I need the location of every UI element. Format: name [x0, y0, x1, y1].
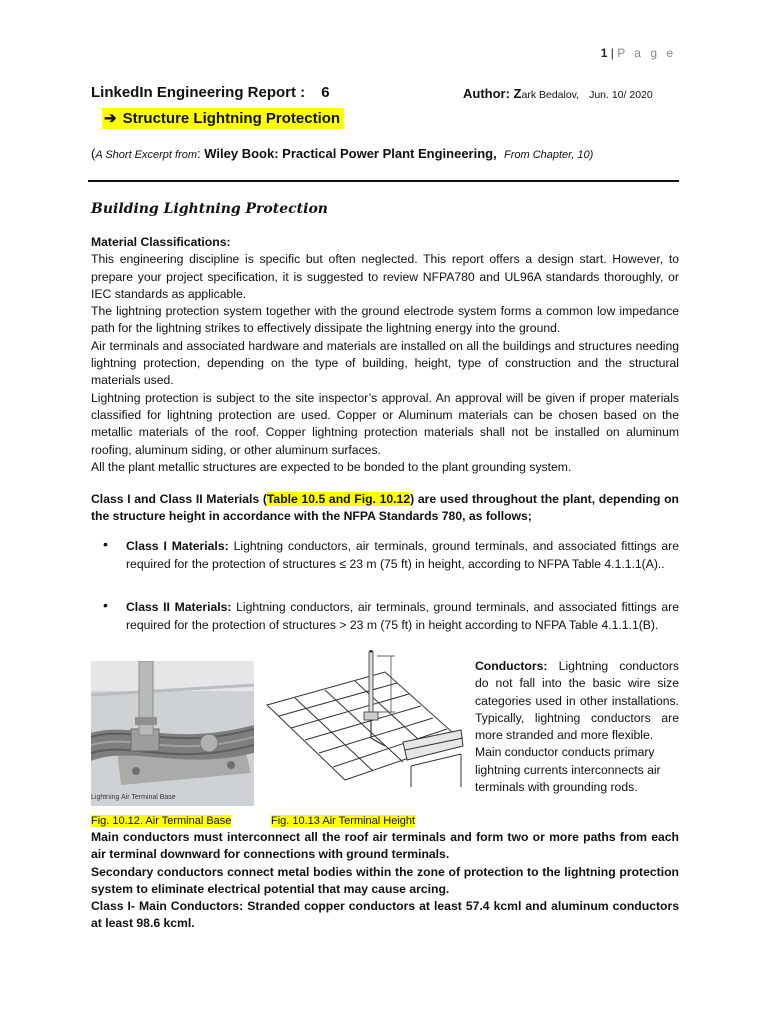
arrow-right-icon: ➔	[104, 110, 117, 127]
excerpt-chapter: From Chapter, 10)	[503, 149, 594, 161]
conductors-block	[475, 658, 679, 796]
class1-main-conductors-label: Class I- Main Conductors:	[91, 899, 244, 914]
section-heading: Building Lightning Protection	[91, 201, 328, 217]
classes-intro	[91, 491, 679, 526]
bottom-paragraph-2: Secondary conductors connect metal bodies within the zone of protection to the lightning protection system to eliminate electrical potential that may cause arcing.	[91, 864, 679, 896]
material-heading: Material Classifications:	[91, 235, 231, 249]
bottom-section	[91, 829, 679, 933]
author-name: ark Bedalov,	[521, 89, 580, 101]
figure-10-12-caption: Fig. 10.12. Air Terminal Base	[91, 815, 232, 827]
image-caption: Lightning Air Terminal Base	[91, 794, 176, 801]
author-line	[463, 86, 653, 101]
material-paragraph-4: Lightning protection is subject to the site inspector’s approval. An approval will be given if proper materials classified for lightning protection are used. Copper or Aluminum materials can be chosen based on the metallic materials of the roof. Copper lightning protection materials shall not be installed on aluminum roofing, aluminum siding, or other aluminum surfaces.	[91, 390, 679, 457]
class1-text: Lightning conductors, air terminals, ground terminals, and associated fittings are required for the protection of structures ≤ 23 m (75 ft) in height, according to NFPA Table 4.1.1.1(A)..	[126, 539, 680, 571]
report-subtitle	[102, 108, 344, 129]
conductors-paragraph	[475, 658, 679, 744]
class2-item	[126, 598, 679, 634]
air-terminal-height-drawing	[265, 650, 465, 787]
page-number	[601, 46, 676, 60]
excerpt-book: Wiley Book: Practical Power Plant Engineering,	[204, 146, 497, 161]
classes-intro-end: ) are used throughout the plant, depending on the structure height in accordance with the NFPA Standards 780, as follows;	[91, 492, 679, 524]
conductors-label: Conductors:	[475, 659, 548, 673]
excerpt-italic: A Short Excerpt from	[95, 149, 198, 161]
material-section	[91, 234, 679, 476]
class1-item	[126, 537, 679, 573]
page-number-value: 1	[600, 46, 608, 60]
header-divider	[88, 180, 679, 182]
air-terminal-base-image	[91, 661, 254, 806]
report-date: Jun. 10/ 2020	[589, 89, 653, 101]
bullet-icon: •	[103, 597, 108, 613]
classes-intro-reference: Table 10.5 and Fig. 10.12	[266, 492, 411, 506]
bullet-icon: •	[103, 536, 108, 552]
class2-label: Class II Materials:	[126, 600, 232, 614]
material-paragraph-5: All the plant metallic structures are expected to be bonded to the plant grounding system.	[91, 459, 572, 474]
author-label: Author: Z	[463, 86, 522, 101]
report-title	[91, 84, 330, 101]
class1-main-conductors-text: Stranded copper conductors at least 57.4 kcml and aluminum conductors at least 98.6 kcml.	[91, 899, 680, 931]
excerpt-paren: (	[91, 146, 96, 161]
page-number-separator: |	[607, 46, 618, 60]
material-paragraph-2: The lightning protection system together with the ground electrode system forms a common low impedance path for the lightning strikes to effectively dissipate the lightning energy into the ground.	[91, 304, 679, 336]
class2-text: Lightning conductors, air terminals, ground terminals, and associated fittings are required for the protection of structures > 23 m (75 ft) in height according to NFPA Table 4.1.1.1(B).	[126, 600, 679, 632]
report-title-text: LinkedIn Engineering Report :	[91, 84, 306, 101]
excerpt-colon: :	[197, 146, 205, 161]
class1-label: Class I Materials:	[126, 539, 229, 553]
material-paragraph-1: This engineering discipline is specific but often neglected. This report offers a design start. However, to prepare your project specification, it is suggested to review NFPA780 and UL96A standards thoroughly, or IEC standards as applicable.	[91, 252, 679, 301]
subtitle-text: Structure Lightning Protection	[122, 110, 341, 127]
page-label: P a g e	[617, 46, 676, 60]
report-number: 6	[321, 84, 330, 101]
conductors-text: Lightning conductors do not fall into the basic wire size categories used in other installations. Typically, lightning conductors are more stranded and more flexible.	[475, 659, 679, 743]
material-paragraph-3: Air terminals and associated hardware and materials are installed on all the buildings and structures needing lightning protection, depending on the type of building, height, type of construction and the structural materials used.	[91, 338, 679, 388]
bottom-paragraph-1: Main conductors must interconnect all the roof air terminals and form two or more paths from each air terminal downward for connections with ground terminals.	[91, 830, 679, 862]
classes-intro-start: Class I and Class II Materials (	[91, 492, 267, 506]
figure-10-13-caption: Fig. 10.13 Air Terminal Height	[271, 815, 416, 827]
excerpt-line	[91, 146, 593, 161]
main-conductor-text: Main conductor conducts primary lightning currents interconnects air terminals with grounding rods.	[475, 745, 661, 795]
